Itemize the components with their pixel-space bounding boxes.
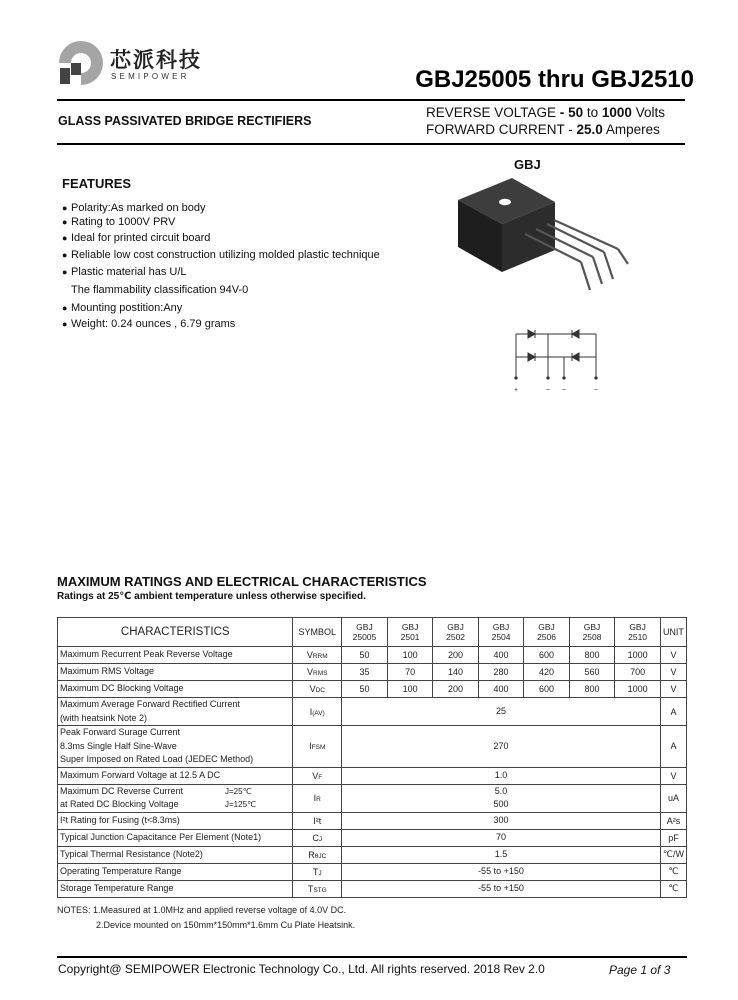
table-row [58,767,687,784]
value-cell: 280 [478,664,523,681]
gbj-package-drawing [450,172,640,297]
value-cell: 200 [433,647,478,664]
header-part-2510: GBJ 2510 [615,618,661,647]
condition-note: J=125℃ [225,800,257,809]
reverse-voltage-label: REVERSE VOLTAGE [426,105,557,120]
value-cell: 70 [387,664,432,681]
value-cell: 1000 [615,647,661,664]
header-part-2508: GBJ 2508 [569,618,614,647]
unit-cell: uA [660,784,686,812]
reverse-voltage-spec [426,105,665,120]
header-symbol: SYMBOL [293,618,342,647]
characteristic-line: Storage Temperature Range [60,882,174,893]
symbol-cell: VDC [293,681,342,698]
table-row [58,784,687,812]
symbol-cell: TSTG [293,880,342,897]
characteristic-line: Maximum RMS Voltage [60,666,155,677]
feature-item: ● Ideal for printed circuit board [62,232,211,244]
table-row [58,829,687,846]
note-1: NOTES: 1.Measured at 1.0MHz and applied reverse voltage of 4.0V DC. [57,905,347,915]
value-cell: 1000 [615,681,661,698]
brand-name-cn: 芯派科技 [110,48,202,72]
value-cell: 50 [342,647,388,664]
table-row [58,647,687,664]
bullet-icon: ● [62,319,68,329]
characteristic-line: 8.3ms Single Half Sine-Wave [60,740,177,751]
header-part-2502: GBJ 2502 [433,618,478,647]
reverse-voltage-min: 50 [568,105,584,120]
value-cell: 800 [569,681,614,698]
forward-current-value: 25.0 [576,122,603,137]
characteristic-line: Maximum DC Reverse Current J=25℃ [60,785,290,799]
characteristic-cell [58,647,293,664]
part-title: GBJ25005 thru GBJ2510 [415,66,694,93]
header-part-2504: GBJ 2504 [478,618,523,647]
header-rule-bottom [57,143,685,145]
pin-label-ac1: ~ [545,387,551,394]
symbol-cell: VRMS [293,664,342,681]
characteristic-line: Operating Temperature Range [60,865,182,876]
reverse-voltage-to: to [586,105,599,120]
note-2: 2.Device mounted on 150mm*150mm*1.6mm Cu Plate Heatsink. [96,920,356,930]
unit-cell: A [660,698,686,726]
characteristic-line: (with heatsink Note 2) [60,712,148,723]
table-row [58,863,687,880]
feature-item: ● Mounting postition:Any [62,302,183,314]
value-cell: 420 [524,664,569,681]
value-cell: 560 [569,664,614,681]
header-part-2506: GBJ 2506 [524,618,569,647]
value-cell: 800 [569,647,614,664]
package-label: GBJ [514,157,541,172]
feature-item: ● Rating to 1000V PRV [62,216,176,228]
characteristic-line: Typical Junction Capacitance Per Element (Note1) [60,831,262,842]
value-cell: 25 [342,698,661,726]
value-cell: 5.0 500 [342,784,661,812]
bullet-icon: ● [62,267,68,277]
value-cell: -55 to +150 [342,880,661,897]
feature-item: The flammability classification 94V-0 [71,284,249,296]
symbol-cell: IR [293,784,342,812]
table-row [58,698,687,726]
unit-cell: ℃ [660,880,686,897]
characteristic-cell [58,812,293,829]
symbol-cell: VF [293,767,342,784]
value-cell: 600 [524,647,569,664]
features-title: FEATURES [62,176,132,191]
ratings-subtitle: Ratings at 25℃ ambient temperature unless otherwise specified. [57,591,366,602]
reverse-voltage-unit: Volts [635,105,665,120]
bullet-icon: ● [62,303,68,313]
symbol-cell: I²t [293,812,342,829]
characteristic-cell [58,698,293,726]
bullet-icon: ● [62,233,68,243]
characteristic-line: Super Imposed on Rated Load (JEDEC Method) [60,754,254,764]
ratings-title: MAXIMUM RATINGS AND ELECTRICAL CHARACTERISTICS [57,574,427,589]
table-header-row [58,618,687,647]
value-cell: 100 [387,647,432,664]
condition-note: J=25℃ [225,786,252,796]
header-characteristics: CHARACTERISTICS [58,618,293,647]
semipower-logo-icon [58,40,104,86]
value-cell: 70 [342,829,661,846]
characteristic-line: Maximum Recurrent Peak Reverse Voltage [60,649,233,660]
feature-item: ● Plastic material has U/L [62,266,187,278]
pin-label-minus: − [593,387,599,394]
feature-item: ● Polarity:As marked on body [62,202,206,214]
value-cell: 400 [478,647,523,664]
pin-label-ac2: ~ [561,387,567,394]
table-row [58,846,687,863]
unit-cell: V [660,681,686,698]
forward-current-spec [426,122,660,137]
characteristic-cell [58,664,293,681]
symbol-cell: TJ [293,863,342,880]
symbol-cell: VRRM [293,647,342,664]
table-row [58,880,687,897]
forward-current-label: FORWARD CURRENT - [426,122,573,137]
header-part-25005: GBJ 25005 [342,618,388,647]
feature-item: ● Reliable low cost construction utilizing molded plastic technique [62,249,380,261]
characteristic-line: Maximum DC Blocking Voltage [60,683,184,694]
ratings-table [57,617,687,898]
characteristic-line: Peak Forward Surage Current [60,727,181,737]
value-cell: 50 [342,681,388,698]
characteristic-cell [58,681,293,698]
bridge-circuit-schematic [506,326,608,396]
reverse-voltage-dash: - [556,105,565,120]
symbol-cell: CJ [293,829,342,846]
unit-cell: V [660,767,686,784]
unit-cell: ℃ [660,863,686,880]
page-number: Page 1 of 3 [609,963,671,977]
header-unit: UNIT [660,618,686,647]
characteristic-cell [58,846,293,863]
unit-cell: pF [660,829,686,846]
pin-label-plus: + [513,387,519,394]
characteristic-cell [58,880,293,897]
characteristic-line: Maximum Average Forward Rectified Current [60,699,240,709]
value-cell: 270 [342,726,661,768]
header-rule-top [57,99,685,101]
header-part-2501: GBJ 2501 [387,618,432,647]
copyright-text: Copyright@ SEMIPOWER Electronic Technology Co., Ltd. All rights reserved. 2018 Rev 2.0 [58,962,545,976]
unit-cell: A²s [660,812,686,829]
value-cell: 1.0 [342,767,661,784]
value-cell: 200 [433,681,478,698]
value-cell: 600 [524,681,569,698]
footer-rule [57,956,687,958]
table-row [58,812,687,829]
characteristic-cell [58,726,293,768]
characteristic-cell [58,863,293,880]
value-cell: 400 [478,681,523,698]
characteristic-line: Typical Thermal Resistance (Note2) [60,848,203,859]
unit-cell: A [660,726,686,768]
bullet-icon: ● [62,217,68,227]
symbol-cell: I(AV) [293,698,342,726]
characteristic-cell [58,784,293,812]
value-cell: 300 [342,812,661,829]
symbol-cell: RθJC [293,846,342,863]
bullet-icon: ● [62,203,68,213]
characteristic-line: Maximum Forward Voltage at 12.5 A DC [60,769,221,780]
value-cell: 35 [342,664,388,681]
symbol-cell: IFSM [293,726,342,768]
characteristic-line: I²t Rating for Fusing (t<8.3ms) [60,814,180,825]
document-subtitle: GLASS PASSIVATED BRIDGE RECTIFIERS [58,114,312,128]
brand-name-en: SEMIPOWER [111,72,190,81]
value-cell: -55 to +150 [342,863,661,880]
value-cell: 100 [387,681,432,698]
table-row [58,681,687,698]
value-cell: 140 [433,664,478,681]
characteristic-cell [58,829,293,846]
unit-cell: V [660,647,686,664]
characteristic-cell [58,767,293,784]
value-cell: 700 [615,664,661,681]
unit-cell: ℃/W [660,846,686,863]
bullet-icon: ● [62,250,68,260]
table-row [58,664,687,681]
value-cell: 1.5 [342,846,661,863]
forward-current-unit: Amperes [605,122,660,137]
feature-item: ● Weight: 0.24 ounces , 6.79 grams [62,318,236,330]
table-row [58,726,687,768]
unit-cell: V [660,664,686,681]
characteristic-line: at Rated DC Blocking Voltage J=125℃ [60,798,290,812]
reverse-voltage-max: 1000 [601,105,632,120]
